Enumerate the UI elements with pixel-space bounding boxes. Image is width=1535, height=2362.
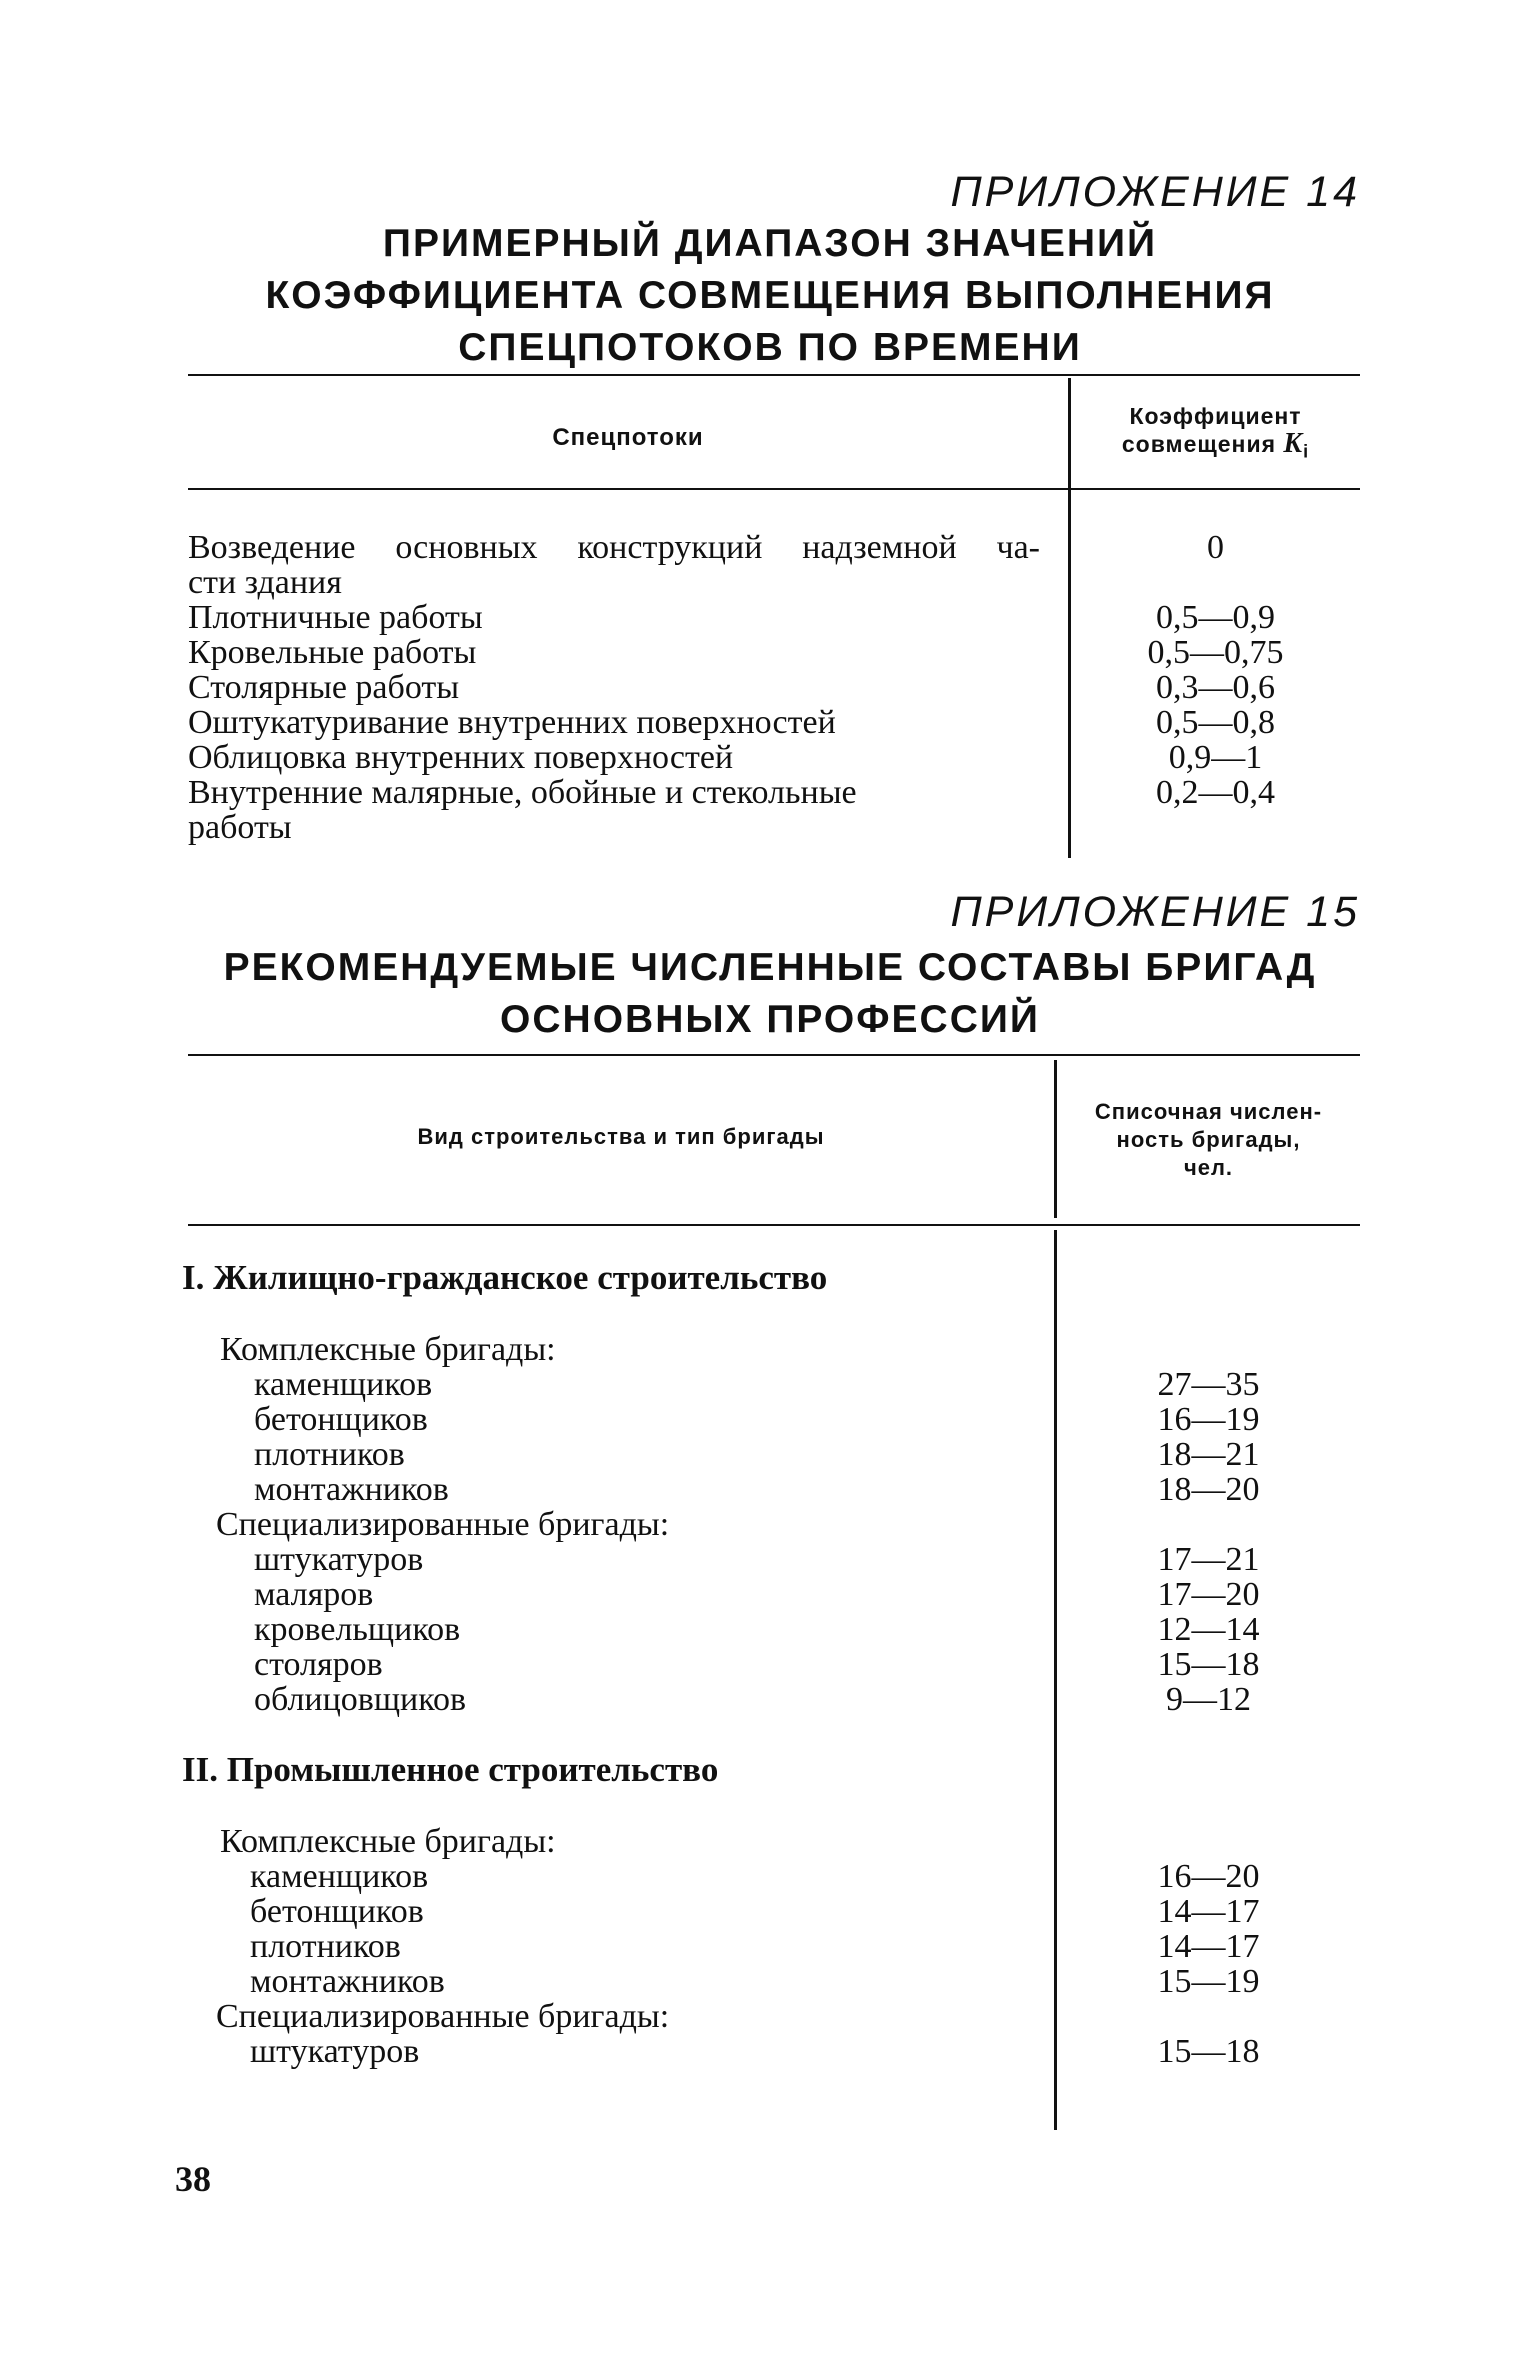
list-item-value: 16—20: [1157, 1858, 1260, 1895]
list-item-value: 27—35: [1157, 1366, 1260, 1403]
list-item: каменщиков: [250, 1858, 429, 1895]
table-row-value: 0,2—0,4: [1156, 774, 1275, 811]
word: Возведение: [188, 529, 356, 566]
list-item: штукатуров: [250, 2033, 420, 2070]
header-line: чел.: [1183, 1155, 1234, 1180]
list-item: штукатуров: [254, 1541, 424, 1578]
table-row-label: Кровельные работы: [188, 634, 477, 671]
symbol-k: K: [1283, 428, 1304, 459]
table-header-rule: [188, 1224, 1360, 1226]
header-text: совмещения: [1121, 431, 1277, 457]
row-text: работы: [188, 809, 292, 846]
table-row-value: 0,5—0,9: [1156, 599, 1275, 636]
list-item-value: 15—18: [1157, 1646, 1260, 1683]
word: надземной: [802, 529, 957, 566]
table-top-rule: [188, 374, 1360, 376]
list-item-value: 18—20: [1157, 1471, 1260, 1508]
table-row-label: Оштукатуривание внутренних поверхностей: [188, 704, 836, 741]
table-row-value: 0,9—1: [1168, 739, 1263, 776]
list-item: плотников: [250, 1928, 401, 1965]
section-heading: I. Жилищно-гражданское строительство: [182, 1258, 828, 1297]
header-line: Коэффициент: [1129, 403, 1302, 429]
title-line: ОСНОВНЫХ ПРОФЕССИЙ: [500, 998, 1040, 1041]
list-item: облицовщиков: [254, 1681, 467, 1718]
section-heading: II. Промышленное строительство: [182, 1750, 719, 1789]
appendix-14-label: ПРИЛОЖЕНИЕ 14: [950, 168, 1360, 216]
table-row-label: Плотничные работы: [188, 599, 483, 636]
header-line: [1071, 430, 1360, 466]
list-item: кровельщиков: [254, 1611, 461, 1648]
group-label: Комплексные бригады:: [220, 1331, 556, 1368]
list-item: маляров: [254, 1576, 374, 1613]
list-item: бетонщиков: [250, 1893, 424, 1930]
word: конструкций: [577, 529, 763, 566]
list-item: каменщиков: [254, 1366, 433, 1403]
list-item-value: 14—17: [1157, 1893, 1260, 1930]
table-row-value: 0: [1207, 529, 1224, 566]
page-number: 38: [175, 2159, 211, 2199]
table-row-label: [188, 530, 1040, 565]
coefficient-table: [188, 374, 1360, 864]
title-line: СПЕЦПОТОКОВ ПО ВРЕМЕНИ: [458, 326, 1082, 369]
list-item-value: 17—21: [1157, 1541, 1260, 1578]
appendix-14-title: [180, 218, 1360, 374]
list-item-value: 12—14: [1157, 1611, 1260, 1648]
table-row-value: 0,5—0,75: [1147, 634, 1284, 671]
table-header-rule: [188, 488, 1360, 490]
list-item-value: 14—17: [1157, 1928, 1260, 1965]
appendix-15-title: [180, 942, 1360, 1046]
row-text: сти здания: [188, 564, 342, 601]
table-row-label: [188, 775, 1040, 810]
header-line: ность бригады,: [1116, 1127, 1301, 1152]
column-header-coefficient: [1071, 402, 1360, 466]
group-label: Комплексные бригады:: [220, 1823, 556, 1860]
list-item-value: 15—19: [1157, 1963, 1260, 2000]
title-line: ПРИМЕРНЫЙ ДИАПАЗОН ЗНАЧЕНИЙ: [382, 222, 1158, 265]
list-item: столяров: [254, 1646, 383, 1683]
list-item: бетонщиков: [254, 1401, 428, 1438]
appendix-15-label: ПРИЛОЖЕНИЕ 15: [950, 888, 1360, 936]
table-row-value: 0,5—0,8: [1156, 704, 1275, 741]
list-item-value: 9—12: [1166, 1681, 1251, 1718]
column-header-count: [1057, 1098, 1360, 1182]
word: основных: [395, 529, 538, 566]
column-header-specflows: Спецпотоки: [552, 424, 704, 451]
list-item-value: 18—21: [1157, 1436, 1260, 1473]
row-text: Внутренние малярные, обойные и стекольные: [188, 774, 857, 811]
list-item-value: 16—19: [1157, 1401, 1260, 1438]
word: ча-: [996, 529, 1040, 566]
group-label: Специализированные бригады:: [216, 1998, 670, 2035]
list-item: монтажников: [250, 1963, 445, 2000]
list-item-value: 17—20: [1157, 1576, 1260, 1613]
title-line: КОЭФФИЦИЕНТА СОВМЕЩЕНИЯ ВЫПОЛНЕНИЯ: [265, 274, 1275, 317]
brigade-table: [182, 1054, 1360, 2134]
group-label: Специализированные бригады:: [216, 1506, 670, 1543]
table-row-value: 0,3—0,6: [1156, 669, 1275, 706]
list-item-value: 15—18: [1157, 2033, 1260, 2070]
table-row-label: Столярные работы: [188, 669, 460, 706]
symbol-subscript: i: [1303, 441, 1310, 462]
table-top-rule: [188, 1054, 1360, 1056]
list-item: монтажников: [254, 1471, 449, 1508]
title-line: РЕКОМЕНДУЕМЫЕ ЧИСЛЕННЫЕ СОСТАВЫ БРИГАД: [223, 946, 1317, 989]
list-item: плотников: [254, 1436, 405, 1473]
header-line: Списочная числен-: [1094, 1099, 1323, 1124]
table-row-label: Облицовка внутренних поверхностей: [188, 739, 734, 776]
column-header-type: Вид строительства и тип бригады: [417, 1124, 825, 1149]
